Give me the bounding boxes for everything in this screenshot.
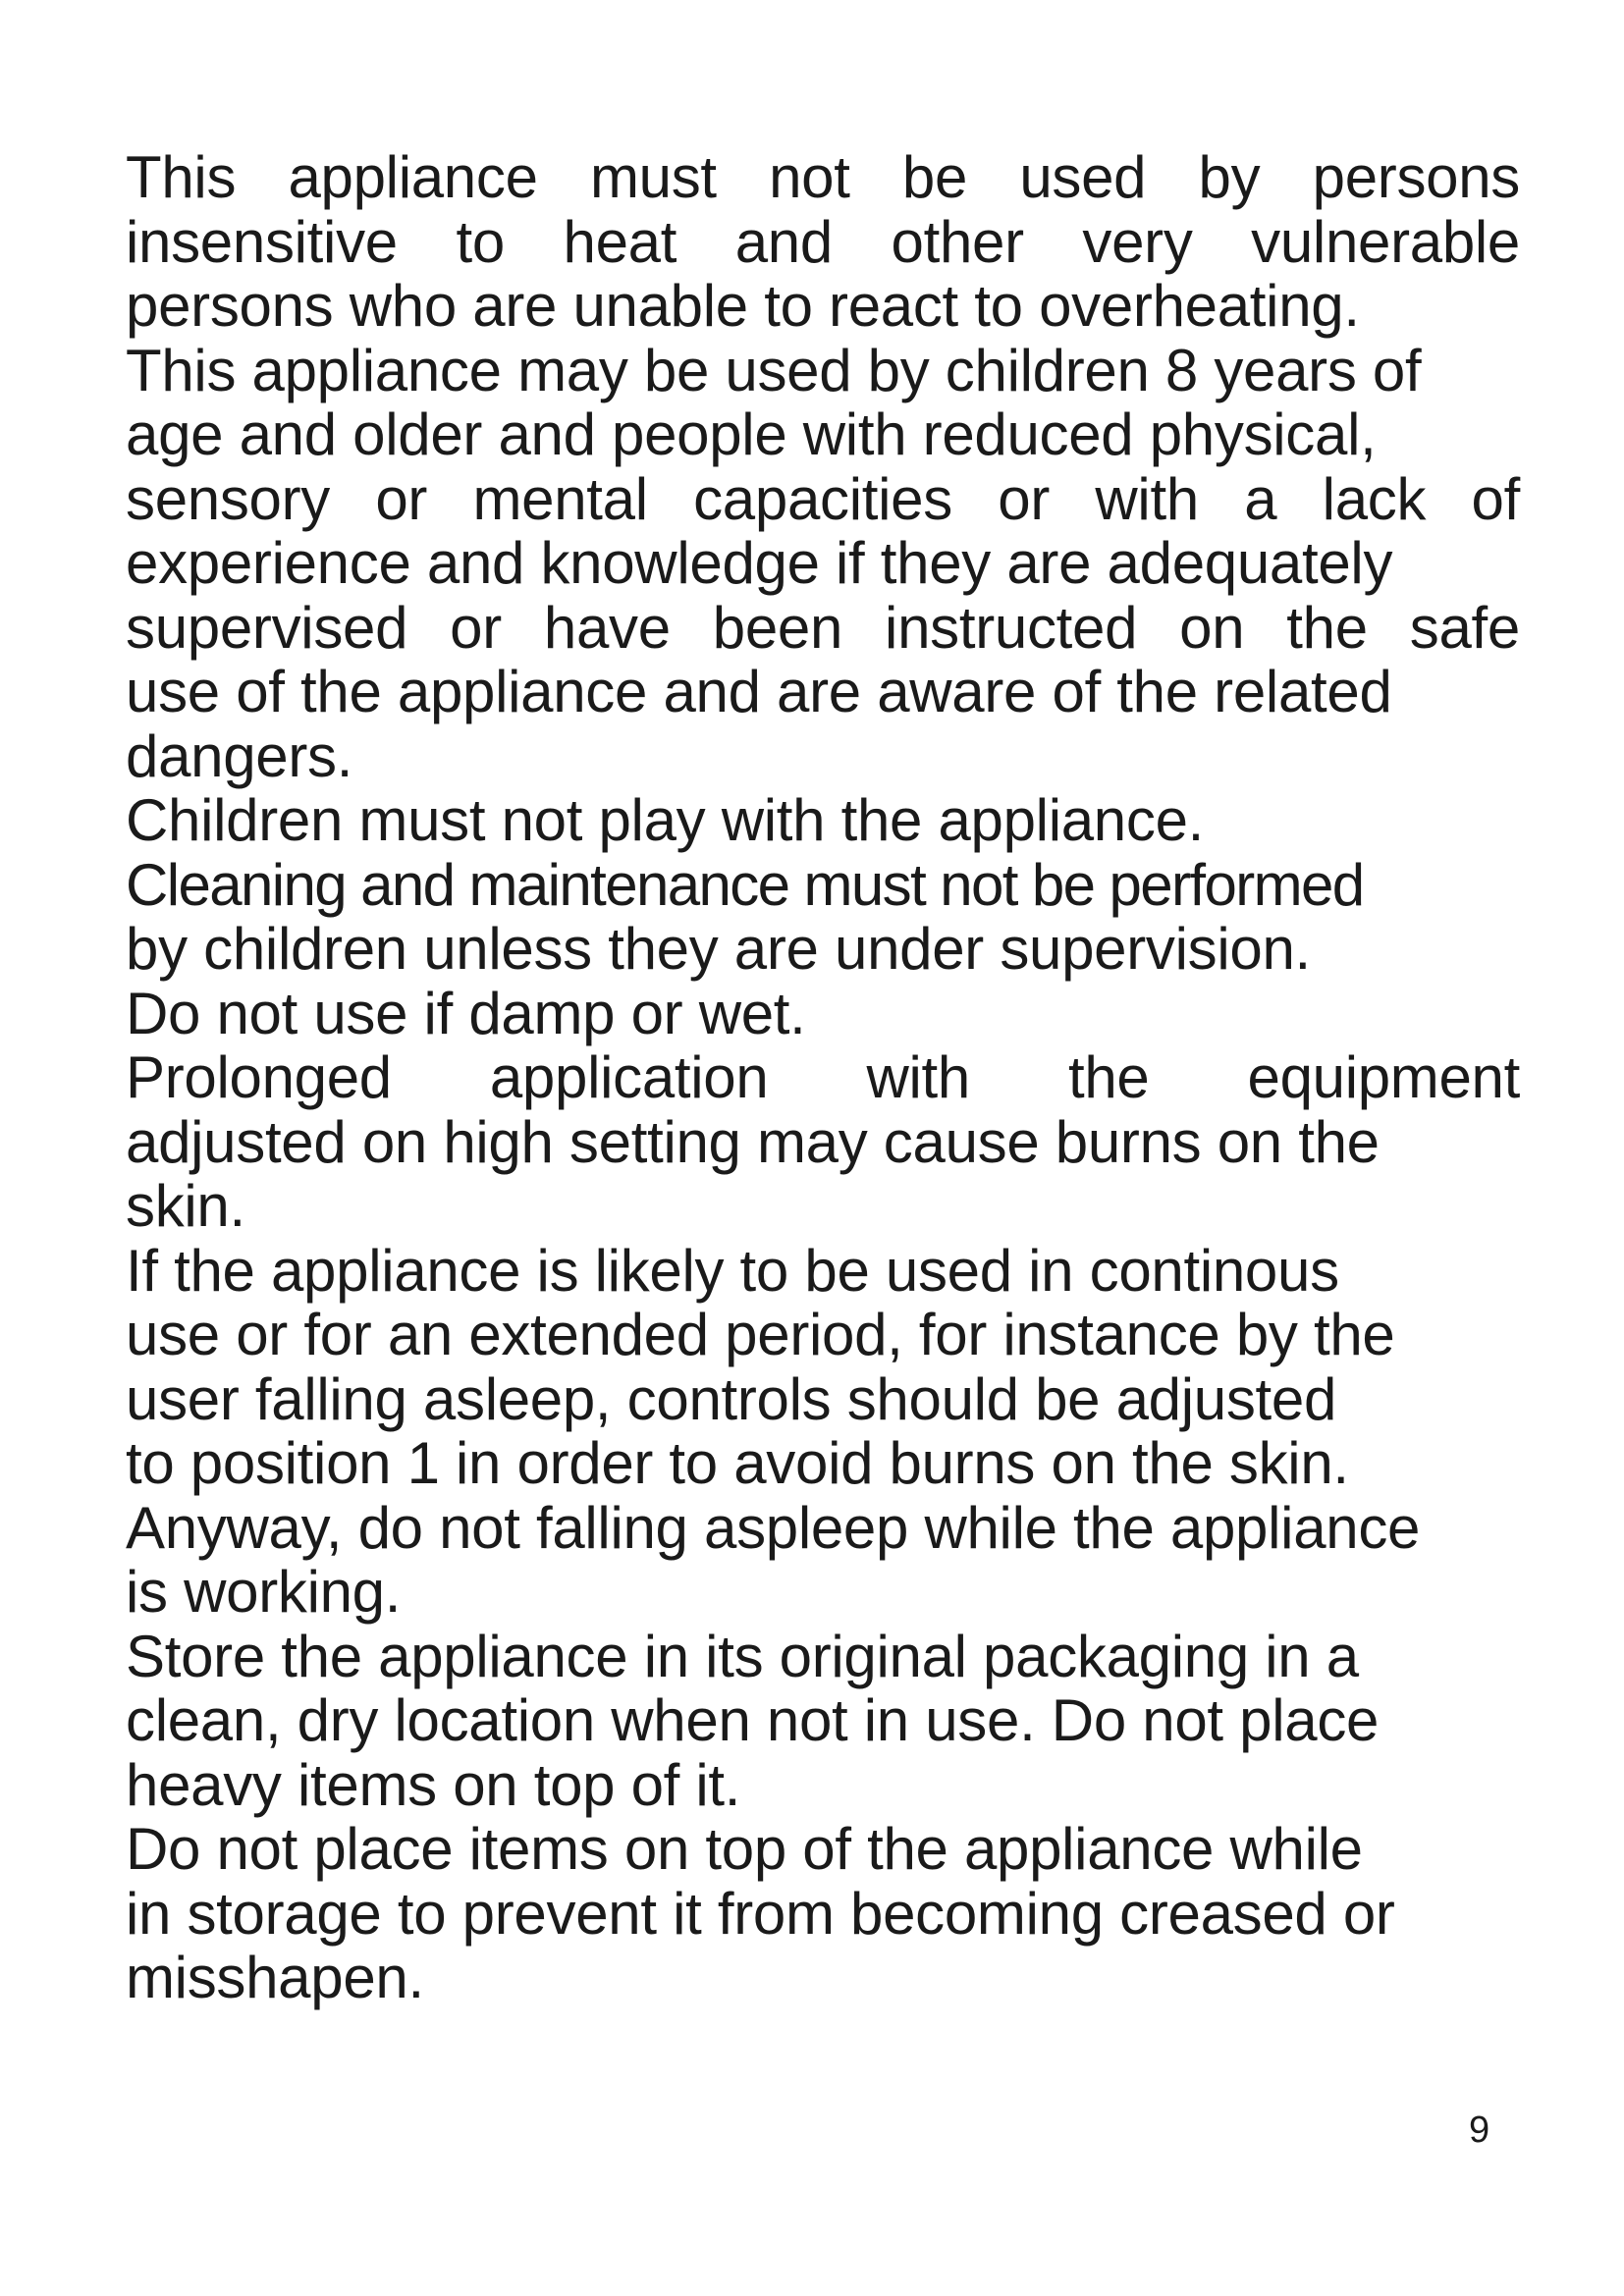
text-line: age and older and people with reduced physical, (126, 401, 1377, 467)
text-line: Store the appliance in its original packaging in a (126, 1623, 1359, 1689)
body-text (126, 145, 1520, 2010)
text-line: This appliance may be used by children 8 years of (126, 337, 1422, 403)
text-line: user falling asleep, controls should be adjusted (126, 1365, 1337, 1432)
paragraph-children-8-years (126, 339, 1520, 789)
text-line: Prolonged application with the equipment (126, 1044, 1520, 1110)
paragraph-storage (126, 1625, 1520, 1818)
text-line: dangers. (126, 722, 353, 789)
text-line: persons who are unable to react to overheating. (126, 273, 1360, 339)
text-line: Anyway, do not falling aspleep while the appliance (126, 1494, 1421, 1561)
paragraph-damp-wet (126, 982, 1520, 1046)
paragraph-prolonged-application (126, 1045, 1520, 1239)
text-line: by children unless they are under supervision. (126, 916, 1311, 982)
paragraph-insensitive-persons (126, 145, 1520, 339)
page-number: 9 (1469, 2109, 1490, 2151)
text-line: If the appliance is likely to be used in continous (126, 1237, 1339, 1304)
text-line: Do not use if damp or wet. (126, 980, 806, 1046)
text-line: Cleaning and maintenance must not be performed (126, 851, 1364, 918)
text-line: heavy items on top of it. (126, 1751, 741, 1818)
text-line: skin. (126, 1173, 245, 1239)
text-line: to position 1 in order to avoid burns on the skin. (126, 1430, 1349, 1496)
text-line: misshapen. (126, 1945, 424, 2010)
text-line: use or for an extended period, for instance by the (126, 1302, 1395, 1367)
text-line: clean, dry location when not in use. Do not place (126, 1687, 1380, 1753)
paragraph-storage-items (126, 1817, 1520, 2010)
text-line: experience and knowledge if they are adequately (126, 530, 1393, 596)
paragraph-children-play (126, 788, 1520, 853)
text-line: sensory or mental capacities or with a lack of (126, 465, 1520, 532)
text-line: insensitive to heat and other very vulnerable (126, 208, 1520, 275)
text-line: Do not place items on top of the appliance while (126, 1816, 1363, 1882)
text-line: in storage to prevent it from becoming creased or (126, 1880, 1395, 1947)
text-line: is working. (126, 1559, 402, 1625)
text-line: Children must not play with the appliance. (126, 787, 1205, 853)
text-line: This appliance must not be used by persons (126, 144, 1520, 210)
paragraph-continuous-use (126, 1239, 1520, 1625)
paragraph-cleaning-maintenance (126, 853, 1520, 982)
text-line: supervised or have been instructed on the safe (126, 594, 1520, 661)
text-line: use of the appliance and are aware of the related (126, 659, 1392, 724)
text-line: adjusted on high setting may cause burns on the (126, 1108, 1380, 1175)
